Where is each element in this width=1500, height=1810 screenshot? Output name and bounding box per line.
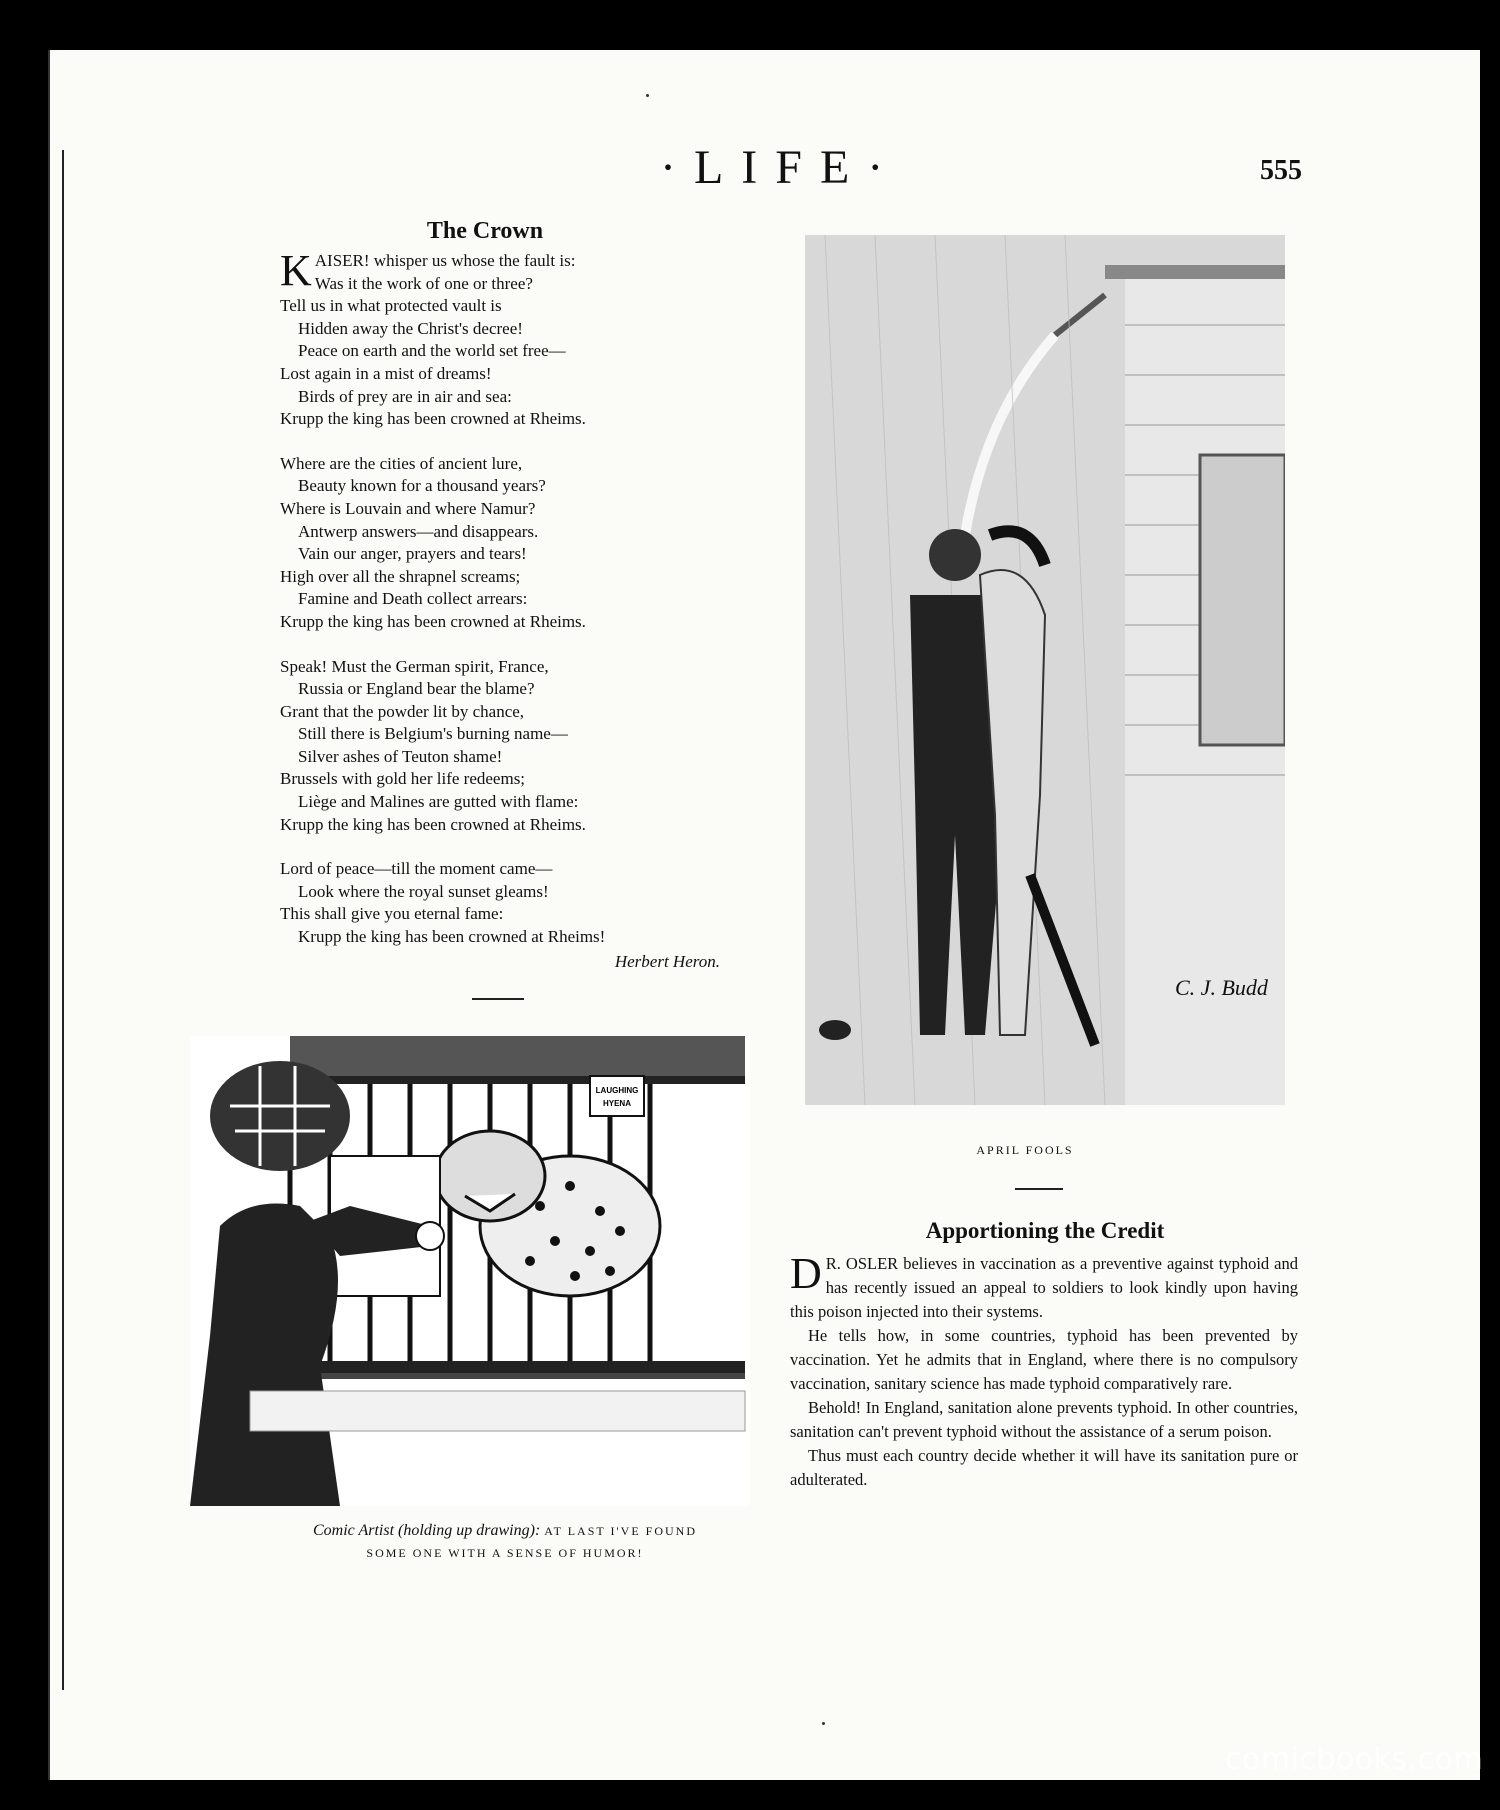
stanza (280, 246, 740, 431)
article-title: Apportioning the Credit (925, 1218, 1165, 1243)
poem-line: Grant that the powder lit by chance, (280, 701, 525, 721)
poem-line: Silver ashes of Teuton shame! (298, 746, 503, 766)
page-number: 555 (1260, 155, 1302, 186)
poem-line: Still there is Belgium's burning name— (298, 724, 568, 744)
svg-text:HYENA: HYENA (602, 1099, 632, 1108)
poem-line: Brussels with gold her life redeems; (280, 769, 526, 789)
poem-line: Krupp the king has been crowned at Rheims. (280, 409, 586, 429)
print-speck (822, 1722, 825, 1725)
masthead: ·LIFE· (660, 141, 902, 194)
poem-title: The Crown (426, 218, 544, 244)
poem-line: Look where the royal sunset gleams! (298, 881, 549, 901)
poem-line: Hidden away the Christ's decree! (298, 318, 523, 338)
poem-line: Tell us in what protected vault is (280, 296, 502, 316)
stanza (280, 656, 740, 837)
poem-author: Herbert Heron. (614, 951, 720, 971)
section-divider (1015, 1188, 1063, 1190)
poem-line: Russia or England bear the blame? (298, 679, 535, 699)
poem-line: Famine and Death collect arrears: (298, 589, 528, 609)
poem-line: Beauty known for a thousand years? (298, 476, 546, 496)
zoo-cartoon-drawing (190, 1036, 750, 1506)
poem-line: Peace on earth and the world set free— (298, 341, 566, 361)
poem-line: Vain our anger, prayers and tears! (298, 544, 527, 564)
print-speck (646, 94, 649, 97)
article-body (790, 1249, 1298, 1492)
gutter-line (62, 150, 64, 1690)
article-paragraph: D R. OSLER believes in vaccination as a preventive against typhoid and has recently issued an appeal to soldiers to look kindly upon having this poison injected into their systems. (790, 1249, 1298, 1321)
poem-line: Where are the cities of ancient lure, (280, 453, 523, 473)
caption-speaker: Comic Artist (holding up drawing): (313, 1522, 541, 1539)
poem (280, 246, 740, 973)
caption-line: AT LAST I'VE FOUND (544, 1524, 697, 1538)
april-fools-caption: APRIL FOOLS (976, 1143, 1074, 1157)
poem-line: This shall give you eternal fame: (280, 904, 504, 924)
poem-line: Liège and Malines are gutted with flame: (298, 792, 579, 812)
section-divider (472, 998, 524, 1000)
poem-line: Krupp the king has been crowned at Rheims! (298, 927, 606, 947)
poem-line: AISER! whisper us whose the fault is: (314, 251, 576, 270)
april-fools-drawing (805, 235, 1285, 1105)
svg-text:LAUGHING: LAUGHING (595, 1086, 639, 1095)
zoo-cartoon-caption (230, 1520, 780, 1564)
poem-line: Was it the work of one or three? (314, 273, 533, 293)
poem-line: Krupp the king has been crowned at Rheims. (280, 814, 586, 834)
article-paragraph: He tells how, in some countries, typhoid has been prevented by vaccination. Yet he admits that in England, where there is no compulsory vaccination, sanitary science has made typhoid comparatively rare. (790, 1326, 1298, 1393)
page-gutter (48, 50, 60, 1780)
poem-line: High over all the shrapnel screams; (280, 566, 521, 586)
poem-drop-cap: K (280, 246, 312, 295)
poem-line: Where is Louvain and where Namur? (280, 498, 536, 518)
poem-line: Lost again in a mist of dreams! (280, 363, 492, 383)
poem-line: Lord of peace—till the moment came— (280, 859, 553, 879)
site-watermark: comicbooks.com (1225, 1742, 1484, 1777)
poem-line: Speak! Must the German spirit, France, (280, 656, 549, 676)
april-fools-illustration (805, 235, 1285, 1105)
article-paragraph: Behold! In England, sanitation alone prevents typhoid. In other countries, sanitation can't prevent typhoid without the assistance of a serum poison. (790, 1398, 1298, 1441)
stanza (280, 858, 740, 948)
zoo-cartoon (190, 1036, 750, 1506)
stanza (280, 453, 740, 634)
caption-line: SOME ONE WITH A SENSE OF HUMOR! (366, 1546, 644, 1560)
poem-line: Birds of prey are in air and sea: (298, 386, 512, 406)
article-drop-cap: D (790, 1249, 822, 1298)
poem-line: Krupp the king has been crowned at Rheims. (280, 611, 586, 631)
article-paragraph: Thus must each country decide whether it will have its sanitation pure or adulterated. (790, 1446, 1298, 1489)
artist-signature: C. J. Budd (1175, 975, 1268, 1000)
poem-line: Antwerp answers—and disappears. (298, 521, 539, 541)
